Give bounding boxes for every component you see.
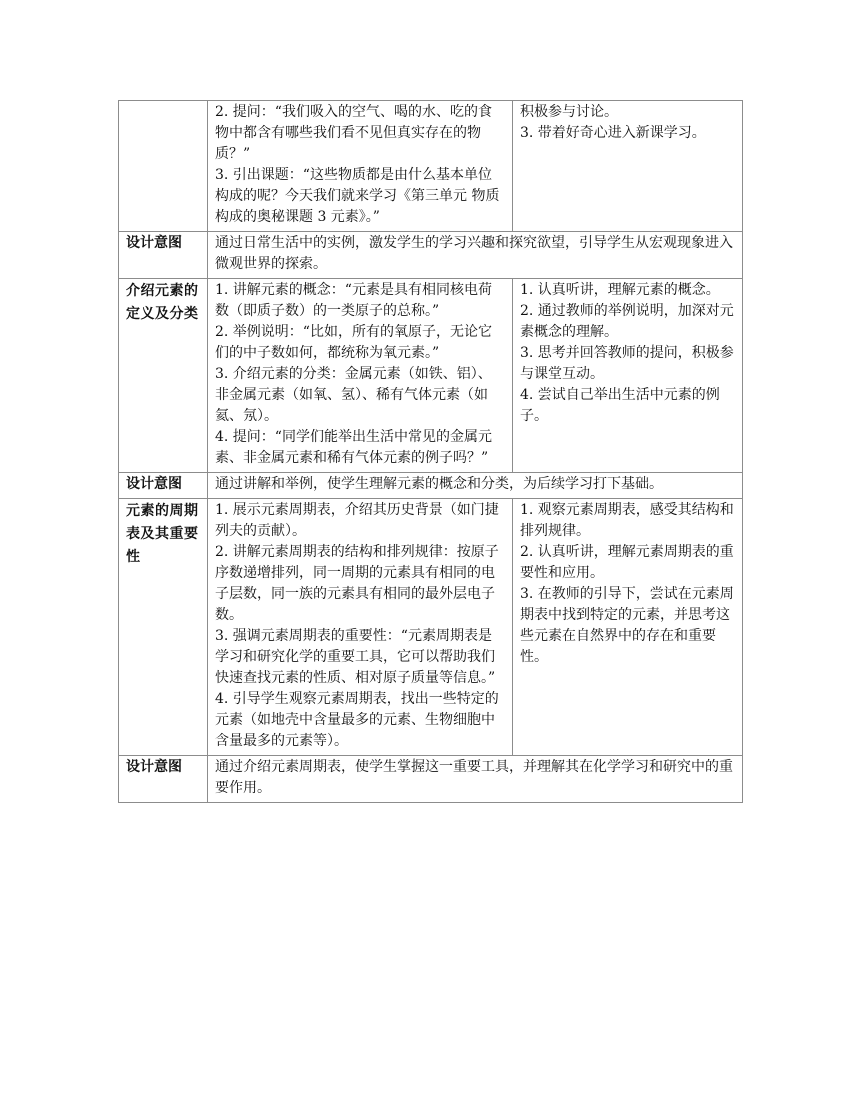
student-step: 3. 带着好奇心进入新课学习。 (520, 125, 706, 141)
lesson-plan-table (118, 100, 743, 803)
teacher-step: 4. 引导学生观察元素周期表，找出一些特定的元素（如地壳中含量最多的元素、生物细胞中含量最多的元素等）。 (215, 691, 499, 749)
student-activity-cell (513, 279, 743, 473)
teacher-step: 3. 强调元素周期表的重要性：“元素周期表是学习和研究化学的重要工具，它可以帮助我们快速查找元素的性质、相对原子质量等信息。” (215, 628, 496, 686)
student-step: 4. 尝试自己举出生活中元素的例子。 (520, 387, 720, 424)
teacher-step: 2. 举例说明：“比如，所有的氧原子，无论它们的中子数如何，都统称为氧元素。” (215, 324, 492, 361)
teacher-activity-cell (208, 101, 513, 232)
design-intent-text: 通过讲解和举例，使学生理解元素的概念和分类，为后续学习打下基础。 (208, 473, 743, 499)
teacher-step: 2. 提问：“我们吸入的空气、喝的水、吃的食物中都含有哪些我们看不见但真实存在的物质？” (215, 104, 492, 162)
teacher-activity-cell (208, 499, 513, 756)
student-step: 2. 通过教师的举例说明，加深对元素概念的理解。 (520, 303, 734, 340)
design-intent-label: 设计意图 (119, 756, 208, 803)
design-intent-label: 设计意图 (119, 473, 208, 499)
section-title: 介绍元素的定义及分类 (119, 279, 208, 473)
student-step: 积极参与讨论。 (520, 104, 618, 120)
teacher-step: 2. 讲解元素周期表的结构和排列规律：按原子序数递增排列，同一周期的元素具有相同的电子层数，同一族的元素具有相同的最外层电子数。 (215, 544, 499, 623)
student-activity-cell (513, 499, 743, 756)
student-step: 2. 认真听讲，理解元素周期表的重要性和应用。 (520, 544, 734, 581)
student-step: 3. 思考并回答教师的提问，积极参与课堂互动。 (520, 345, 734, 382)
teacher-step: 3. 介绍元素的分类：金属元素（如铁、铝）、非金属元素（如氧、氢）、稀有气体元素（如氦、氖）。 (215, 366, 492, 424)
table-row-design-intent (119, 756, 743, 803)
table-row-design-intent (119, 232, 743, 279)
student-step: 1. 认真听讲，理解元素的概念。 (520, 282, 720, 298)
teacher-step: 3. 引出课题：“这些物质都是由什么基本单位构成的呢？今天我们就来学习《第三单元 物质构成的奥秘课题 3 元素》。” (215, 167, 500, 225)
table-row-element-definition (119, 279, 743, 473)
table-row-design-intent (119, 473, 743, 499)
student-activity-cell (513, 101, 743, 232)
student-step: 3. 在教师的引导下，尝试在元素周期表中找到特定的元素，并思考这些元素在自然界中的存在和重要性。 (520, 586, 734, 665)
table-row-continuation (119, 101, 743, 232)
section-title: 元素的周期表及其重要性 (119, 499, 208, 756)
teacher-step: 4. 提问：“同学们能举出生活中常见的金属元素、非金属元素和稀有气体元素的例子吗？” (215, 429, 492, 466)
design-intent-text: 通过介绍元素周期表，使学生掌握这一重要工具，并理解其在化学学习和研究中的重要作用。 (208, 756, 743, 803)
section-cell-empty (119, 101, 208, 232)
teacher-step: 1. 展示元素周期表，介绍其历史背景（如门捷列夫的贡献）。 (215, 502, 499, 539)
design-intent-text: 通过日常生活中的实例，激发学生的学习兴趣和探究欲望，引导学生从宏观现象进入微观世界的探索。 (208, 232, 743, 279)
teacher-step: 1. 讲解元素的概念：“元素是具有相同核电荷数（即质子数）的一类原子的总称。” (215, 282, 492, 319)
student-step: 1. 观察元素周期表，感受其结构和排列规律。 (520, 502, 734, 539)
design-intent-label: 设计意图 (119, 232, 208, 279)
table-row-periodic-table (119, 499, 743, 756)
teacher-activity-cell (208, 279, 513, 473)
